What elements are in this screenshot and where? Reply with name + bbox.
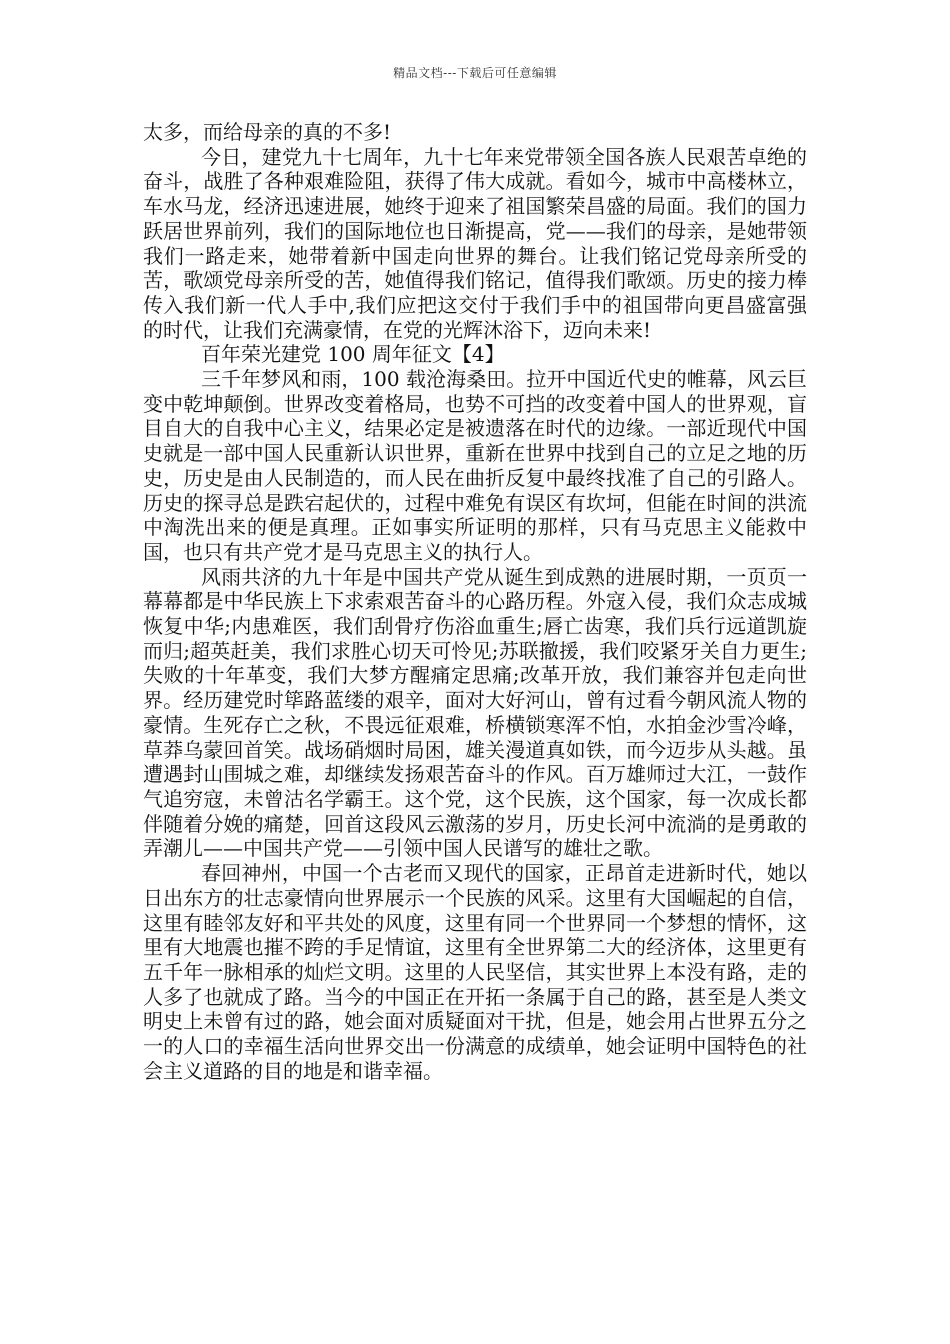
paragraph-history: 三千年梦风和雨，100 载沧海桑田。拉开中国近代史的帷幕，风云巨变中乾坤颠倒。世界改变着格局，也势不可挡的改变着中国人的世界观，盲目自大的自我中心主义，结果必定是被遗落在时代的边缘。一部近现代中国史就是一部中国人民重新认识世界，重新在世界中找到自己的立足之地的历史，历史是由人民制造的，而人民在曲折反复中最终找准了自己的引路人。历史的探寻总是跌宕起伏的，过程中难免有误区有坎坷，但能在时间的洪流中淘洗出来的便是真理。正如事实所证明的那样，只有马克思主义能救中国，也只有共产党才是马克思主义的执行人。 (143, 367, 807, 564)
paragraph-party-anniversary: 今日，建党九十七周年，九十七年来党带领全国各族人民艰苦卓绝的奋斗，战胜了各种艰难险阻，获得了伟大成就。看如今，城市中高楼林立，车水马龙，经济迅速进展，她终于迎来了祖国繁荣昌盛的局面。我们的国力跃居世界前列，我们的国际地位也日渐提高，党——我们的母亲，是她带领我们一路走来，她带着新中国走向世界的舞台。让我们铭记党母亲所受的苦，歌颂党母亲所受的苦，她值得我们铭记，值得我们歌颂。历史的接力棒传入我们新一代人手中,我们应把这交付于我们手中的祖国带向更昌盛富强的时代，让我们充满豪情，在党的光辉沐浴下，迈向未来! (143, 144, 807, 342)
section-heading: 百年荣光建党 100 周年征文【4】 (201, 342, 505, 367)
paragraph-new-era: 春回神州，中国一个古老而又现代的国家，正昂首走进新时代，她以日出东方的壮志豪情向世界展示一个民族的风采。这里有大国崛起的自信，这里有睦邻友好和平共处的风度，这里有同一个世界同一个梦想的情怀，这里有大地震也摧不跨的手足情谊，这里有全世界第二大的经济体，这里更有五千年一脉相承的灿烂文明。这里的人民坚信，其实世界上本没有路，走的人多了也就成了路。当今的中国正在开拓一条属于自己的路，甚至是人类文明史上未曾有过的路，她会面对质疑面对干扰，但是，她会用占世界五分之一的人口的幸福生活向世界交出一份满意的成绩单，她会证明中国特色的社会主义道路的目的地是和谐幸福。 (143, 861, 807, 1083)
document-body (143, 120, 807, 1083)
paragraph-ninety-years: 风雨共济的九十年是中国共产党从诞生到成熟的进展时期，一页页一幕幕都是中华民族上下求索艰苦奋斗的心路历程。外寇入侵，我们众志成城恢复中华;内患难医，我们刮骨疗伤浴血重生;唇亡齿寒，我们兵行远道凯旋而归;超英赶美，我们求胜心切天可怜见;苏联撤援，我们咬紧牙关自力更生;失败的十年革变，我们大梦方醒痛定思痛;改革开放，我们兼容并包走向世界。经历建党时筚路蓝缕的艰辛，面对大好河山，曾有过看今朝风流人物的豪情。生死存亡之秋，不畏远征艰难，桥横锁寒浑不怕，水拍金沙雪冷峰，草莽乌蒙回首笑。战场硝烟时局困，雄关漫道真如铁，而今迈步从头越。虽遭遇封山围城之难，却继续发扬艰苦奋斗的作风。百万雄师过大江，一鼓作气追穷寇，未曾沽名学霸王。这个党，这个民族，这个国家，每一次成长都伴随着分娩的痛楚，回首这段风云激荡的岁月，历史长河中流淌的是勇敢的弄潮儿——中国共产党——引领中国人民谱写的雄壮之歌。 (143, 564, 807, 861)
page-header-note: 精品文档---下载后可任意编辑 (393, 66, 557, 80)
paragraph-continuation: 太多，而给母亲的真的不多! (143, 120, 392, 144)
